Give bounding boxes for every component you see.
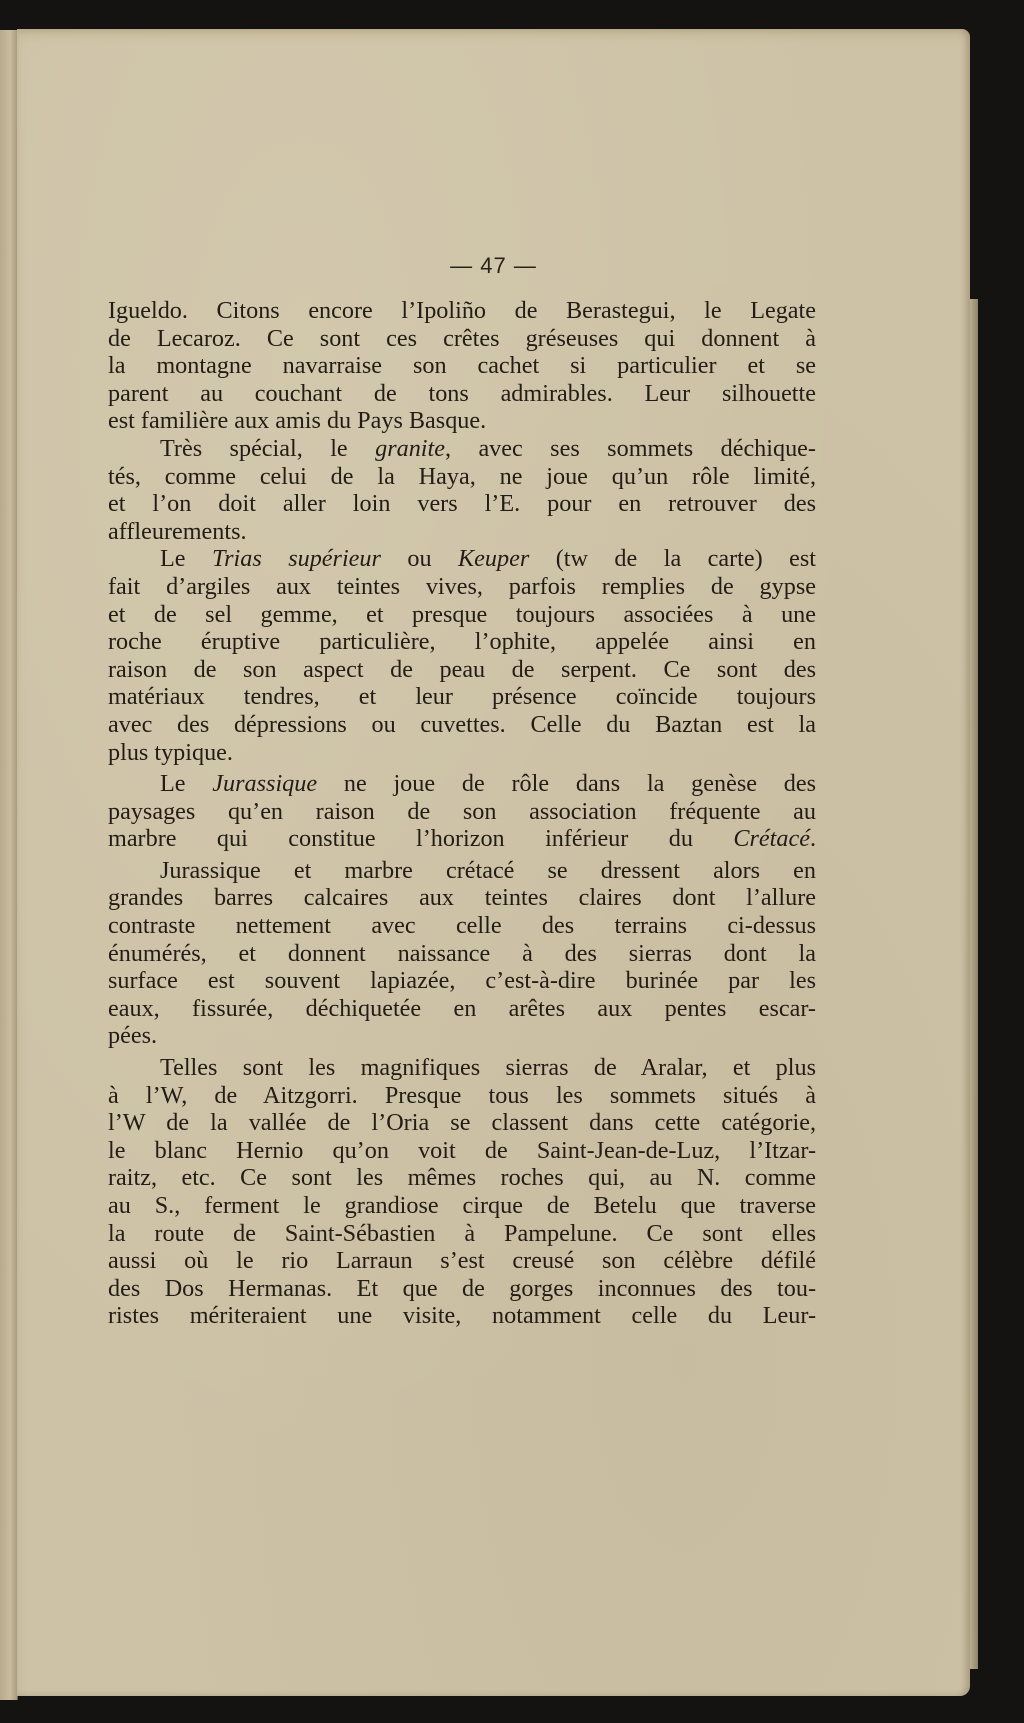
text-line: surface est souvent lapiazée, c’est-à-dire burinée par les — [108, 967, 816, 995]
text-run: marbre qui constitue l’horizon inférieur du — [108, 825, 734, 853]
text-run: Très spécial, le — [160, 434, 376, 462]
text-line — [108, 825, 816, 853]
page-fore-edge — [970, 299, 978, 1669]
text-run: , avec ses sommets déchique- — [444, 434, 816, 462]
text-run: . — [809, 825, 816, 853]
text-line: grandes barres calcaires aux teintes claires dont l’allure — [108, 884, 816, 912]
paragraph — [108, 435, 816, 545]
paragraph — [108, 857, 816, 1050]
text-line — [108, 545, 816, 573]
text-line: ristes mériteraient une visite, notamment celle du Leur- — [108, 1302, 816, 1330]
text-line: au S., ferment le grandiose cirque de Betelu que traverse — [108, 1192, 816, 1219]
text-line: le blanc Hernio qu’on voit de Saint-Jean-de-Luz, l’Itzar- — [108, 1136, 816, 1164]
text-line: énumérés, et donnent naissance à des sierras dont la — [108, 939, 816, 967]
text-line: des Dos Hermanas. Et que de gorges inconnues des tou- — [108, 1274, 816, 1302]
text-run: Le — [160, 770, 213, 798]
text-line: Jurassique et marbre crétacé se dressent alors en — [160, 856, 816, 884]
italic-term: Trias supérieur — [211, 545, 381, 573]
book-page — [17, 29, 970, 1696]
text-run: Le — [160, 545, 212, 573]
text-line: matériaux tendres, et leur présence coïncide toujours — [108, 683, 816, 711]
paragraph — [108, 297, 816, 435]
text-line: de Lecaroz. Ce sont ces crêtes gréseuses qui donnent à — [108, 324, 816, 352]
text-line: et de sel gemme, et presque toujours associées à une — [108, 600, 816, 628]
page-number: — 47 — — [450, 253, 537, 278]
text-line — [108, 435, 816, 463]
italic-term: Jurassique — [212, 770, 318, 798]
italic-term: granite — [375, 434, 445, 462]
italic-term: Keuper — [458, 545, 530, 573]
text-line: roche éruptive particulière, l’ophite, appelée ainsi en — [108, 628, 816, 656]
text-line: Telles sont les magnifiques sierras de Aralar, et plus — [160, 1054, 816, 1082]
text-line: Igueldo. Citons encore l’Ipoliño de Berastegui, le Legate — [108, 297, 816, 324]
text-line: avec des dépressions ou cuvettes. Celle du Baztan est la — [108, 710, 816, 738]
text-line: fait d’argiles aux teintes vives, parfois remplies de gypse — [108, 572, 816, 600]
text-line: tés, comme celui de la Haya, ne joue qu’un rôle limité, — [108, 462, 816, 490]
text-line: eaux, fissurée, déchiquetée en arêtes aux pentes escar- — [108, 994, 816, 1022]
text-line: affleurements. — [108, 517, 247, 545]
text-line: aussi où le rio Larraun s’est creusé son célèbre défilé — [108, 1247, 816, 1275]
text-line: l’W de la vallée de l’Oria se classent dans cette catégorie, — [108, 1109, 816, 1137]
paragraph — [108, 545, 816, 766]
text-run: (tw de la carte) est — [529, 545, 817, 573]
facing-page-edge — [0, 30, 18, 1700]
text-line: pées. — [108, 1022, 158, 1050]
text-run: ou — [380, 545, 459, 573]
text-line: paysages qu’en raison de son association fréquente au — [108, 797, 816, 825]
text-line: parent au couchant de tons admirables. Leur silhouette — [108, 379, 816, 407]
text-line: la route de Saint-Sébastien à Pampelune. Ce sont elles — [108, 1219, 816, 1247]
text-line: raitz, etc. Ce sont les mêmes roches qui, au N. comme — [108, 1164, 816, 1192]
text-line: et l’on doit aller loin vers l’E. pour en retrouver des — [108, 490, 816, 518]
text-line: la montagne navarraise son cachet si particulier et se — [108, 352, 816, 380]
body-text — [108, 297, 816, 1330]
text-line: raison de son aspect de peau de serpent. Ce sont des — [108, 655, 816, 683]
text-line — [108, 770, 816, 798]
text-run: ne joue de rôle dans la genèse des — [317, 770, 816, 798]
text-line: à l’W, de Aitzgorri. Presque tous les sommets situés à — [108, 1081, 816, 1109]
italic-term: Crétacé — [733, 825, 810, 853]
text-line: est familière aux amis du Pays Basque. — [108, 407, 487, 435]
paragraph — [108, 770, 816, 853]
paragraph — [108, 1054, 816, 1330]
text-line: contraste nettement avec celle des terrains ci-dessus — [108, 912, 816, 940]
text-line: plus typique. — [108, 738, 233, 766]
